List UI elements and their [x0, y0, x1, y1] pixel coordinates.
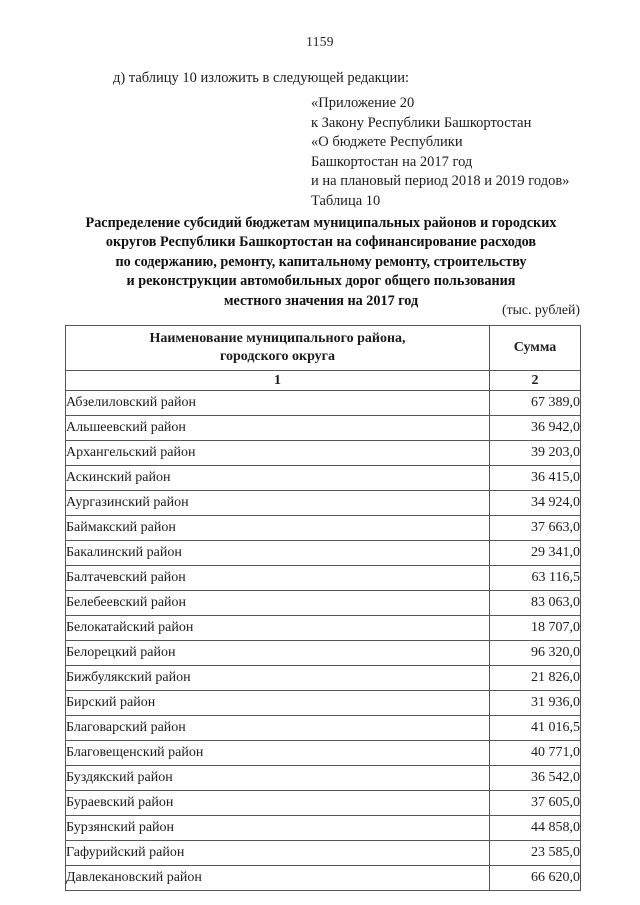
cell-sum-value: 41 016,5 — [490, 716, 581, 741]
document-title — [62, 214, 580, 311]
cell-sum-value: 63 116,5 — [490, 566, 581, 591]
table-row — [66, 516, 581, 541]
table-row — [66, 816, 581, 841]
cell-municipality-name: Аургазинский район — [66, 491, 490, 516]
title-line: местного значения на 2017 год — [223, 292, 419, 309]
cell-municipality-name: Буздякский район — [66, 766, 490, 791]
cell-municipality-name: Гафурийский район — [66, 841, 490, 866]
reference-line: и на плановый период 2018 и 2019 годов» — [311, 173, 570, 190]
cell-municipality-name: Аскинский район — [66, 466, 490, 491]
cell-municipality-name: Абзелиловский район — [66, 391, 490, 416]
cell-sum-value: 29 341,0 — [490, 541, 581, 566]
cell-sum-value: 37 605,0 — [490, 791, 581, 816]
title-line: по содержанию, ремонту, капитальному ремонту, строительству — [115, 253, 527, 270]
table-row — [66, 841, 581, 866]
cell-sum-value: 36 542,0 — [490, 766, 581, 791]
subsidy-table-container — [65, 325, 580, 891]
cell-sum-value: 39 203,0 — [490, 441, 581, 466]
cell-sum-value: 37 663,0 — [490, 516, 581, 541]
cell-municipality-name: Бурзянский район — [66, 816, 490, 841]
table-row — [66, 791, 581, 816]
title-line: и реконструкции автомобильных дорог общего пользования — [126, 273, 516, 290]
units-note: (тыс. рублей) — [501, 302, 580, 317]
cell-municipality-name: Балтачевский район — [66, 566, 490, 591]
column-number-name: 1 — [66, 371, 490, 391]
appendix-reference-block — [311, 94, 569, 212]
table-row — [66, 441, 581, 466]
cell-sum-value: 36 942,0 — [490, 416, 581, 441]
cell-sum-value: 66 620,0 — [490, 866, 581, 891]
cell-sum-value: 44 858,0 — [490, 816, 581, 841]
column-header-name-line2: городского округа — [219, 349, 336, 364]
table-row — [66, 691, 581, 716]
table-row — [66, 566, 581, 591]
cell-municipality-name: Баймакский район — [66, 516, 490, 541]
cell-municipality-name: Бирский район — [66, 691, 490, 716]
table-row — [66, 466, 581, 491]
cell-municipality-name: Бураевский район — [66, 791, 490, 816]
cell-municipality-name: Бижбулякский район — [66, 666, 490, 691]
table-row — [66, 491, 581, 516]
cell-sum-value: 21 826,0 — [490, 666, 581, 691]
subsidy-table — [65, 325, 581, 891]
table-row — [66, 666, 581, 691]
title-line: Распределение субсидий бюджетам муниципальных районов и городских — [85, 215, 557, 231]
table-header-row — [66, 326, 581, 371]
cell-municipality-name: Архангельский район — [66, 441, 490, 466]
table-row — [66, 741, 581, 766]
column-number-sum: 2 — [490, 371, 581, 391]
cell-sum-value: 96 320,0 — [490, 641, 581, 666]
cell-municipality-name: Благоварский район — [66, 716, 490, 741]
reference-line: «О бюджете Республики — [311, 134, 463, 151]
cell-municipality-name: Давлекановский район — [66, 866, 490, 891]
column-header-sum: Сумма — [490, 326, 581, 371]
table-row — [66, 391, 581, 416]
table-row — [66, 591, 581, 616]
subsidy-table-body — [66, 391, 581, 891]
table-row — [66, 616, 581, 641]
cell-municipality-name: Благовещенский район — [66, 741, 490, 766]
title-line: округов Республики Башкортостан на софинансирование расходов — [105, 234, 537, 251]
column-header-name — [66, 326, 490, 371]
table-row — [66, 866, 581, 891]
reference-line: «Приложение 20 — [311, 95, 415, 111]
cell-municipality-name: Белебеевский район — [66, 591, 490, 616]
cell-sum-value: 31 936,0 — [490, 691, 581, 716]
table-row — [66, 541, 581, 566]
cell-sum-value: 18 707,0 — [490, 616, 581, 641]
cell-sum-value: 40 771,0 — [490, 741, 581, 766]
cell-sum-value: 34 924,0 — [490, 491, 581, 516]
table-row — [66, 416, 581, 441]
reference-line: Таблица 10 — [311, 192, 381, 209]
cell-sum-value: 36 415,0 — [490, 466, 581, 491]
cell-sum-value: 23 585,0 — [490, 841, 581, 866]
table-row — [66, 641, 581, 666]
table-row — [66, 766, 581, 791]
cell-municipality-name: Бакалинский район — [66, 541, 490, 566]
intro-paragraph: д) таблицу 10 изложить в следующей редакции: — [113, 70, 410, 86]
column-header-name-line1: Наименование муниципального района, — [149, 331, 406, 346]
reference-line: к Закону Республики Башкортостан — [311, 114, 532, 131]
cell-municipality-name: Белорецкий район — [66, 641, 490, 666]
table-column-number-row — [66, 371, 581, 391]
cell-sum-value: 67 389,0 — [490, 391, 581, 416]
cell-sum-value: 83 063,0 — [490, 591, 581, 616]
cell-municipality-name: Белокатайский район — [66, 616, 490, 641]
cell-municipality-name: Альшеевский район — [66, 416, 490, 441]
page-number: 1159 — [306, 34, 334, 49]
table-row — [66, 716, 581, 741]
reference-line: Башкортостан на 2017 год — [311, 153, 473, 170]
